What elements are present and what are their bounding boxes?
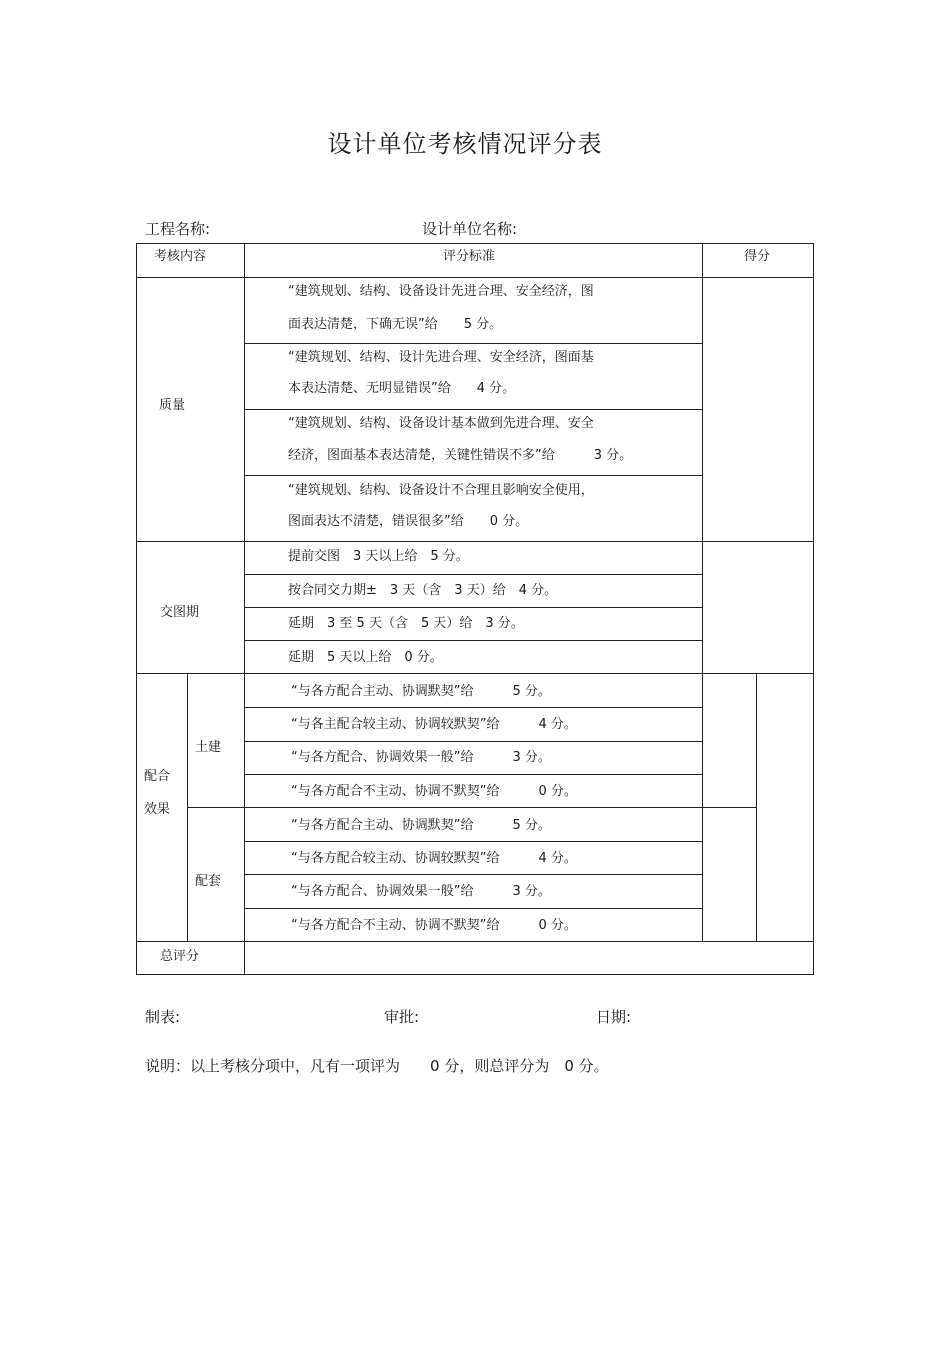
quality-criteria-line: 经济，图面基本表达清楚，关键性错误不多”给 3 分。: [288, 448, 633, 463]
design-unit-label: 设计单位名称:: [422, 220, 518, 238]
quality-criteria-line: “建筑规划、结构、设备设计先进合理、安全经济，图: [288, 284, 594, 299]
column-header-score: 得分: [744, 249, 771, 264]
delivery-criteria: 按合同交力期± 3 天（含 3 天）给 4 分。: [288, 583, 558, 598]
delivery-criteria: 提前交图 3 天以上给 5 分。: [288, 549, 469, 564]
supporting-label: 配套: [195, 874, 222, 889]
note-text: 说明：以上考核分项中，凡有一项评为 0 分，则总评分为 0 分。: [145, 1057, 609, 1075]
civil-label: 土建: [195, 740, 222, 755]
quality-label: 质量: [159, 398, 186, 413]
column-header-criteria: 评分标准: [443, 249, 496, 264]
delivery-criteria: 延期 3 至 5 天（含 5 天）给 3 分。: [288, 616, 524, 631]
made-by-label: 制表:: [145, 1008, 181, 1026]
supporting-criteria: “与各方配合较主动、协调较默契”给 4 分。: [291, 851, 577, 866]
column-header-content: 考核内容: [154, 249, 207, 264]
page-title: 设计单位考核情况评分表: [327, 130, 603, 158]
supporting-criteria: “与各方配合、协调效果一般”给 3 分。: [291, 884, 551, 899]
date-label: 日期:: [596, 1008, 632, 1026]
cooperation-label-line2: 效果: [144, 802, 171, 817]
cooperation-label-line1: 配合: [144, 769, 171, 784]
quality-criteria-line: 图面表达不清楚，错误很多”给 0 分。: [288, 514, 529, 529]
quality-criteria-line: “建筑规划、结构、设备设计不合理且影响安全使用，: [288, 483, 594, 498]
quality-criteria-line: 本表达清楚、无明显错误”给 4 分。: [288, 381, 516, 396]
quality-criteria-line: “建筑规划、结构、设计先进合理、安全经济，图面基: [288, 350, 594, 365]
project-name-label: 工程名称:: [145, 220, 211, 238]
delivery-criteria: 延期 5 天以上给 0 分。: [288, 650, 443, 665]
supporting-criteria: “与各方配合主动、协调默契”给 5 分。: [291, 818, 551, 833]
supporting-criteria: “与各方配合不主动、协调不默契”给 0 分。: [291, 918, 577, 933]
civil-criteria: “与各方配合主动、协调默契”给 5 分。: [291, 684, 551, 699]
approved-label: 审批:: [384, 1008, 420, 1026]
civil-criteria: “与各方配合、协调效果一般”给 3 分。: [291, 750, 551, 765]
civil-criteria: “与各主配合较主动、协调较默契”给 4 分。: [291, 717, 577, 732]
civil-criteria: “与各方配合不主动、协调不默契”给 0 分。: [291, 784, 577, 799]
delivery-label: 交图期: [160, 605, 200, 620]
quality-criteria-line: 面表达清楚，下确无误”给 5 分。: [288, 317, 503, 332]
quality-criteria-line: “建筑规划、结构、设备设计基本做到先进合理、安全: [288, 416, 594, 431]
total-score-label: 总评分: [160, 949, 200, 964]
